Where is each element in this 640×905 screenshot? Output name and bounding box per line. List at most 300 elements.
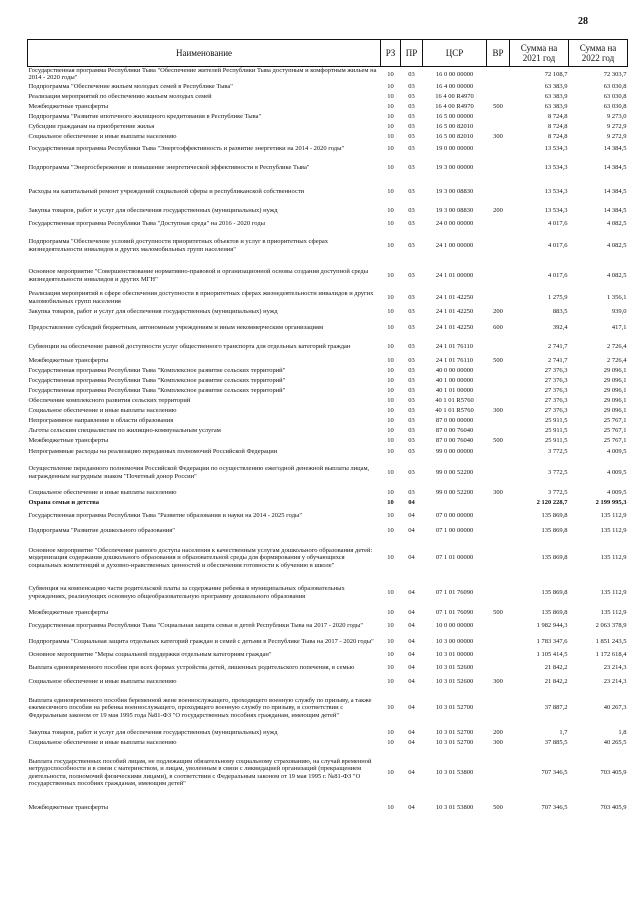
cell-vr (487, 634, 510, 650)
cell-rz: 10 (387, 739, 394, 747)
cell-name: Основное мероприятие "Совершенствование нормативно-правовой и организационной основы создания доступной среды жизнедеятельности инвалидов и других МГН" (28, 268, 369, 283)
cell-pr: 04 (408, 554, 415, 562)
table-row (28, 102, 628, 112)
cell-s2: 29 096,1 (603, 387, 627, 395)
cell-pr: 03 (408, 164, 415, 172)
cell-s2: 703 405,9 (600, 804, 627, 812)
cell-vr (487, 426, 510, 436)
cell-name: Льготы сельским специалистам по жилищно-коммунальным услугам (28, 427, 221, 435)
cell-rz: 10 (387, 357, 394, 365)
cell-rz: 10 (387, 512, 394, 520)
cell-vr: 300 (493, 678, 503, 686)
cell-vr (487, 498, 510, 508)
table-row (28, 498, 628, 508)
cell-vr (487, 82, 510, 92)
table-row (28, 688, 628, 728)
cell-rz: 10 (387, 324, 394, 332)
cell-csr: 40 1 01 R5760 (435, 407, 474, 415)
cell-csr: 24 0 00 00000 (435, 220, 474, 228)
cell-csr: 24 1 01 00000 (435, 272, 474, 280)
table-row (28, 650, 628, 660)
table-row (28, 218, 628, 230)
page-number: 28 (578, 16, 588, 27)
cell-rz: 10 (387, 242, 394, 250)
table-header-row (28, 40, 628, 67)
cell-vr (487, 650, 510, 660)
cell-rz: 10 (387, 272, 394, 280)
cell-pr: 03 (408, 367, 415, 375)
cell-csr: 10 3 01 53800 (435, 804, 474, 812)
table-row (28, 318, 628, 338)
cell-s2: 703 405,9 (600, 769, 627, 777)
cell-s2: 135 112,9 (600, 589, 627, 597)
cell-csr: 10 3 01 52600 (435, 664, 474, 672)
cell-name: Подпрограмма "Развитие дошкольного образования" (28, 527, 175, 535)
cell-vr: 500 (493, 609, 503, 617)
cell-pr: 03 (408, 70, 415, 78)
header-pr: ПР (401, 40, 423, 67)
cell-rz: 10 (387, 664, 394, 672)
cell-pr: 04 (408, 739, 415, 747)
cell-name: Обеспечение комплексного развития сельских территорий (28, 397, 191, 405)
cell-vr (487, 524, 510, 538)
cell-vr (487, 290, 510, 306)
cell-name: Государственная программа Республики Тыва "Социальная защита семьи и детей Республики Тыва на 2017 - 2020 годы" (28, 622, 363, 630)
cell-pr: 03 (408, 387, 415, 395)
cell-name: Межбюджетные трансферты (28, 437, 109, 445)
cell-rz: 10 (387, 704, 394, 712)
cell-rz: 10 (387, 638, 394, 646)
cell-rz: 10 (387, 407, 394, 415)
cell-csr: 87 0 00 00000 (435, 417, 474, 425)
cell-name: Подпрограмма "Развитие ипотечного жилищного кредитования в Республике Тыва" (28, 113, 262, 121)
cell-s2: 1 172 618,4 (595, 651, 627, 659)
cell-csr: 16 4 00 R4970 (435, 103, 474, 111)
cell-name: Государственная программа Республики Тыва "Обеспечение жителей Республики Тыва доступным и комфортным жильем на 2014 - 2020 годы" (28, 67, 377, 82)
cell-s2: 29 096,1 (603, 377, 627, 385)
cell-s1: 37 885,5 (544, 739, 568, 747)
cell-pr: 04 (408, 622, 415, 630)
cell-csr: 99 0 00 00000 (435, 448, 474, 456)
cell-s1: 3 772,5 (548, 489, 568, 497)
cell-vr (487, 156, 510, 180)
cell-rz: 10 (387, 527, 394, 535)
cell-name: Субсидии гражданам на приобретение жилья (28, 123, 155, 131)
cell-rz: 10 (387, 804, 394, 812)
cell-pr: 03 (408, 220, 415, 228)
table-row (28, 634, 628, 650)
cell-pr: 03 (408, 188, 415, 196)
cell-s1: 4 017,6 (548, 242, 568, 250)
cell-name: Межбюджетные трансферты (28, 357, 109, 365)
cell-name: Субвенция на компенсацию части родительской платы за содержание ребенка в муниципальных образовательных учреждениях, реализующих основную общеобразовательную программу дошкольного образования (28, 585, 345, 600)
cell-pr: 03 (408, 448, 415, 456)
cell-s2: 4 082,5 (607, 272, 627, 280)
table-row (28, 538, 628, 578)
cell-s1: 883,5 (552, 308, 568, 316)
cell-pr: 04 (408, 704, 415, 712)
cell-vr (487, 458, 510, 488)
cell-csr: 40 1 00 00000 (435, 377, 474, 385)
cell-csr: 07 1 01 76090 (435, 609, 474, 617)
cell-pr: 04 (408, 664, 415, 672)
cell-name: Осуществление переданного полномочия Российской Федерации по осуществлению ежегодной денежной выплаты лицам, награжденным нагрудным знаком "Почетный донор России" (28, 465, 370, 480)
cell-s2: 4 082,5 (607, 242, 627, 250)
cell-rz: 10 (387, 294, 394, 302)
cell-s1: 13 534,3 (544, 164, 568, 172)
header-name: Наименование (28, 40, 381, 67)
cell-csr: 16 4 00 00000 (435, 83, 474, 91)
cell-vr: 300 (493, 407, 503, 415)
cell-name: Подпрограмма "Энергосбережение и повышение энергетической эффективности в Республике Тыва" (28, 164, 310, 172)
cell-vr (487, 618, 510, 634)
cell-csr (423, 498, 487, 508)
cell-csr: 16 5 00 82010 (435, 133, 474, 141)
cell-pr: 03 (408, 93, 415, 101)
cell-pr: 03 (408, 343, 415, 351)
cell-s2: 14 384,5 (603, 207, 627, 215)
cell-vr (487, 180, 510, 204)
cell-name: Выплата государственных пособий лицам, не подлежащим обязательному социальному страхованию, на случай временной нетрудоспособности и в связи с материнством, и лицам, уволенным в связи с ликвидацией организаций (прекращением деятельности, полномочий физическими лицами), в соответствии с Федеральным законом от 19 мая 1995 г. №81-ФЗ "О государственных пособиях гражданам, имеющим детей" (28, 758, 372, 788)
cell-vr (487, 112, 510, 122)
cell-s2: 135 112,9 (600, 527, 627, 535)
cell-s2: 9 272,9 (607, 133, 627, 141)
cell-pr: 03 (408, 427, 415, 435)
cell-vr: 500 (493, 103, 503, 111)
table-row (28, 446, 628, 458)
cell-s1: 1,7 (559, 729, 568, 737)
table-row (28, 426, 628, 436)
cell-pr: 03 (408, 377, 415, 385)
cell-pr: 03 (408, 397, 415, 405)
cell-vr (487, 578, 510, 608)
cell-name: Субвенции на обеспечение равной доступности услуг общественного транспорта для отдельных категорий граждан (28, 343, 351, 351)
cell-vr (487, 508, 510, 524)
cell-name: Социальное обеспечение и иные выплаты населению (28, 407, 177, 415)
cell-s1: 1 783 347,6 (536, 638, 568, 646)
cell-s1: 25 911,5 (544, 437, 568, 445)
cell-name: Государственная программа Республики Тыва "Комплексное развитие сельских территорий" (28, 377, 286, 385)
cell-rz: 10 (387, 448, 394, 456)
table-row (28, 112, 628, 122)
cell-csr: 24 1 01 76110 (435, 343, 474, 351)
cell-csr: 19 3 00 08830 (435, 207, 474, 215)
table-row (28, 156, 628, 180)
cell-pr: 04 (408, 678, 415, 686)
cell-name: Государственная программа Республики Тыва "Развитие образования и науки на 2014 - 2025 годы" (28, 512, 303, 520)
cell-s1: 135 869,8 (541, 512, 568, 520)
cell-name: Выплата единовременного пособия беременной жене военнослужащего, проходящего военную службу по призыву, а также ежемесячного пособия на ребенка военнослужащего, проходящего военную службу по призыву, в соответствии с Федеральным законом от 19 мая 1995 года №81-ФЗ "О государственных пособиях гражданам, имеющим детей" (28, 696, 372, 719)
cell-s1: 8 724,8 (548, 113, 568, 121)
cell-vr (487, 688, 510, 728)
cell-s1: 37 887,2 (544, 704, 568, 712)
cell-vr (487, 262, 510, 290)
cell-vr (487, 446, 510, 458)
cell-pr: 03 (408, 489, 415, 497)
header-sum-2022: Сумма на 2022 год (569, 40, 628, 67)
cell-vr (487, 376, 510, 386)
cell-s1: 2 741,7 (548, 343, 568, 351)
cell-name: Подпрограмма "Обеспечение жильем молодых семей в Республике Тыва" (28, 83, 233, 91)
table-row (28, 508, 628, 524)
cell-csr: 24 1 01 42250 (435, 324, 474, 332)
cell-s1: 8 724,8 (548, 123, 568, 131)
table-row (28, 122, 628, 132)
table-row (28, 290, 628, 306)
cell-s1: 63 383,9 (544, 83, 568, 91)
cell-rz: 10 (387, 769, 394, 777)
cell-s1: 707 346,5 (541, 769, 568, 777)
cell-s2: 14 384,5 (603, 145, 627, 153)
cell-csr: 16 0 00 00000 (435, 70, 474, 78)
table-row (28, 262, 628, 290)
cell-s1: 27 376,3 (544, 407, 568, 415)
cell-csr: 40 1 01 R5760 (435, 397, 474, 405)
cell-rz: 10 (387, 207, 394, 215)
table-row (28, 356, 628, 366)
cell-csr: 87 0 00 76040 (435, 427, 474, 435)
cell-vr: 300 (493, 489, 503, 497)
cell-s1: 707 346,5 (541, 804, 568, 812)
cell-s2: 25 767,1 (603, 417, 627, 425)
cell-vr: 300 (493, 739, 503, 747)
cell-pr: 03 (408, 324, 415, 332)
cell-name: Закупка товаров, работ и услуг для обеспечения государственных (муниципальных) нужд (28, 729, 278, 737)
cell-rz: 10 (387, 427, 394, 435)
cell-csr: 24 1 01 42250 (435, 308, 474, 316)
cell-s2: 417,1 (611, 324, 627, 332)
cell-s1: 63 383,9 (544, 93, 568, 101)
cell-s2: 40 267,3 (603, 704, 627, 712)
cell-rz: 10 (387, 609, 394, 617)
cell-rz: 10 (387, 113, 394, 121)
cell-s2: 40 265,5 (603, 739, 627, 747)
cell-pr: 03 (408, 437, 415, 445)
table-row (28, 748, 628, 798)
table-row (28, 204, 628, 218)
cell-rz: 10 (387, 164, 394, 172)
cell-csr: 24 1 01 76110 (435, 357, 474, 365)
cell-pr: 04 (408, 638, 415, 646)
cell-rz: 10 (387, 70, 394, 78)
cell-s2: 2 726,4 (607, 343, 627, 351)
cell-s1: 3 772,5 (548, 448, 568, 456)
table-row (28, 132, 628, 142)
cell-pr: 03 (408, 123, 415, 131)
header-vr: ВР (487, 40, 510, 67)
cell-s2: 4 009,5 (607, 469, 627, 477)
cell-name: Подпрограмма "Социальная защита отдельных категорий граждан и семей с детьми в Республике Тыва на 2017 - 2020 годы" (28, 638, 374, 646)
cell-csr: 16 5 00 00000 (435, 113, 474, 121)
cell-s2: 1,8 (618, 729, 627, 737)
cell-s2: 29 096,1 (603, 367, 627, 375)
cell-pr: 03 (408, 133, 415, 141)
table-row (28, 386, 628, 396)
cell-vr (487, 538, 510, 578)
cell-name: Государственная программа Республики Тыва "Энергоэффективность и развитие энергетики на 2014 - 2020 годы" (28, 145, 345, 153)
cell-pr: 03 (408, 407, 415, 415)
cell-s1: 72 108,7 (544, 70, 568, 78)
cell-vr: 500 (493, 437, 503, 445)
cell-rz: 10 (387, 220, 394, 228)
cell-rz: 10 (387, 367, 394, 375)
cell-vr: 200 (493, 729, 503, 737)
cell-pr: 03 (408, 103, 415, 111)
cell-csr: 07 1 00 00000 (435, 527, 474, 535)
cell-rz: 10 (387, 377, 394, 385)
cell-csr: 10 3 01 53800 (435, 769, 474, 777)
cell-pr: 04 (408, 589, 415, 597)
table-row (28, 338, 628, 356)
cell-s1: 63 383,9 (544, 103, 568, 111)
cell-csr: 24 1 01 42250 (435, 294, 474, 302)
cell-s2: 1 356,1 (607, 294, 627, 302)
cell-csr: 19 0 00 00000 (435, 145, 474, 153)
cell-s1: 2 120 228,7 (536, 499, 568, 507)
cell-vr (487, 338, 510, 356)
cell-s2: 23 214,3 (603, 678, 627, 686)
cell-pr: 04 (408, 609, 415, 617)
cell-s2: 63 030,8 (603, 103, 627, 111)
cell-s2: 2 726,4 (607, 357, 627, 365)
cell-rz: 10 (387, 387, 394, 395)
cell-s2: 23 214,3 (603, 664, 627, 672)
cell-s1: 8 724,8 (548, 133, 568, 141)
cell-rz: 10 (387, 729, 394, 737)
header-sum-2021: Сумма на 2021 год (510, 40, 569, 67)
cell-name: Реализация мероприятий по обеспечению жильем молодых семей (28, 93, 212, 101)
table-row (28, 416, 628, 426)
cell-s2: 2 199 995,3 (595, 499, 627, 507)
table-row (28, 738, 628, 748)
cell-vr: 500 (493, 357, 503, 365)
cell-vr: 200 (493, 207, 503, 215)
cell-s1: 27 376,3 (544, 377, 568, 385)
cell-csr: 10 0 00 00000 (435, 622, 474, 630)
table-row (28, 396, 628, 406)
cell-rz: 10 (387, 397, 394, 405)
cell-csr: 99 0 00 52200 (435, 469, 474, 477)
cell-s1: 135 869,8 (541, 589, 568, 597)
cell-vr (487, 92, 510, 102)
cell-name: Расходы на капитальный ремонт учреждений социальной сферы и республиканской собственности (28, 188, 305, 196)
table-row (28, 436, 628, 446)
cell-name: Социальное обеспечение и иные выплаты населению (28, 678, 177, 686)
cell-s2: 25 767,1 (603, 437, 627, 445)
cell-s2: 9 272,9 (607, 123, 627, 131)
cell-pr: 03 (408, 417, 415, 425)
cell-vr (487, 386, 510, 396)
cell-s2: 29 096,1 (603, 407, 627, 415)
cell-pr: 04 (408, 729, 415, 737)
cell-rz: 10 (387, 103, 394, 111)
cell-rz: 10 (387, 589, 394, 597)
cell-name: Государственная программа Республики Тыва "Доступная среда" на 2016 - 2020 годы (28, 220, 266, 228)
cell-csr: 16 4 00 R4970 (435, 93, 474, 101)
cell-pr: 03 (408, 469, 415, 477)
cell-csr: 87 0 00 76040 (435, 437, 474, 445)
cell-vr (487, 230, 510, 262)
cell-s1: 13 534,3 (544, 188, 568, 196)
cell-pr: 03 (408, 113, 415, 121)
cell-csr: 07 0 00 00000 (435, 512, 474, 520)
cell-s2: 939,0 (611, 308, 627, 316)
cell-s2: 14 384,5 (603, 188, 627, 196)
cell-s1: 1 105 414,5 (536, 651, 568, 659)
cell-name: Основное мероприятие "Меры социальной поддержки отдельным категориям граждан" (28, 651, 272, 659)
cell-s1: 13 534,3 (544, 207, 568, 215)
cell-rz: 10 (387, 145, 394, 153)
cell-rz: 10 (387, 93, 394, 101)
cell-s1: 2 741,7 (548, 357, 568, 365)
table-row (28, 524, 628, 538)
cell-vr (487, 366, 510, 376)
cell-rz: 10 (387, 489, 394, 497)
cell-s2: 72 303,7 (603, 70, 627, 78)
cell-s1: 4 017,6 (548, 220, 568, 228)
cell-pr: 03 (408, 294, 415, 302)
cell-rz: 10 (387, 622, 394, 630)
cell-pr: 04 (408, 651, 415, 659)
cell-name: Выплата единовременного пособия при всех формах устройства детей, лишенных родительского попечения, в семью (28, 664, 355, 672)
cell-s2: 63 030,8 (603, 93, 627, 101)
cell-s1: 25 911,5 (544, 417, 568, 425)
cell-rz: 10 (387, 499, 394, 507)
cell-pr: 03 (408, 357, 415, 365)
cell-s2: 135 112,9 (600, 609, 627, 617)
cell-csr: 07 1 01 00000 (435, 554, 474, 562)
cell-s1: 21 842,2 (544, 678, 568, 686)
table-row (28, 458, 628, 488)
cell-s2: 9 273,0 (607, 113, 627, 121)
cell-vr (487, 416, 510, 426)
cell-s1: 1 982 944,3 (536, 622, 568, 630)
cell-pr: 03 (408, 83, 415, 91)
cell-pr: 03 (408, 207, 415, 215)
cell-s2: 29 096,1 (603, 397, 627, 405)
budget-table (27, 39, 628, 818)
cell-csr: 10 3 01 52600 (435, 678, 474, 686)
cell-csr: 10 3 00 00000 (435, 638, 474, 646)
cell-s2: 135 112,9 (600, 512, 627, 520)
cell-name: Государственная программа Республики Тыва "Комплексное развитие сельских территорий" (28, 367, 286, 375)
cell-csr: 19 3 00 08830 (435, 188, 474, 196)
cell-s1: 13 534,3 (544, 145, 568, 153)
table-row (28, 180, 628, 204)
cell-vr: 600 (493, 324, 503, 332)
cell-s2: 14 384,5 (603, 164, 627, 172)
cell-csr: 10 3 01 52700 (435, 739, 474, 747)
cell-s2: 4 082,5 (607, 220, 627, 228)
cell-s1: 4 017,6 (548, 272, 568, 280)
cell-s2: 25 767,1 (603, 427, 627, 435)
cell-vr: 500 (493, 804, 503, 812)
cell-name: Государственная программа Республики Тыва "Комплексное развитие сельских территорий" (28, 387, 286, 395)
cell-rz: 10 (387, 188, 394, 196)
cell-pr: 04 (408, 804, 415, 812)
cell-s2: 2 063 378,9 (595, 622, 627, 630)
cell-pr: 03 (408, 145, 415, 153)
cell-pr: 03 (408, 272, 415, 280)
cell-csr: 24 1 00 00000 (435, 242, 474, 250)
cell-vr (487, 122, 510, 132)
cell-csr: 40 1 01 00000 (435, 387, 474, 395)
table-row (28, 660, 628, 676)
cell-s2: 63 030,8 (603, 83, 627, 91)
table-row (28, 676, 628, 688)
table-row (28, 618, 628, 634)
cell-s1: 21 842,2 (544, 664, 568, 672)
